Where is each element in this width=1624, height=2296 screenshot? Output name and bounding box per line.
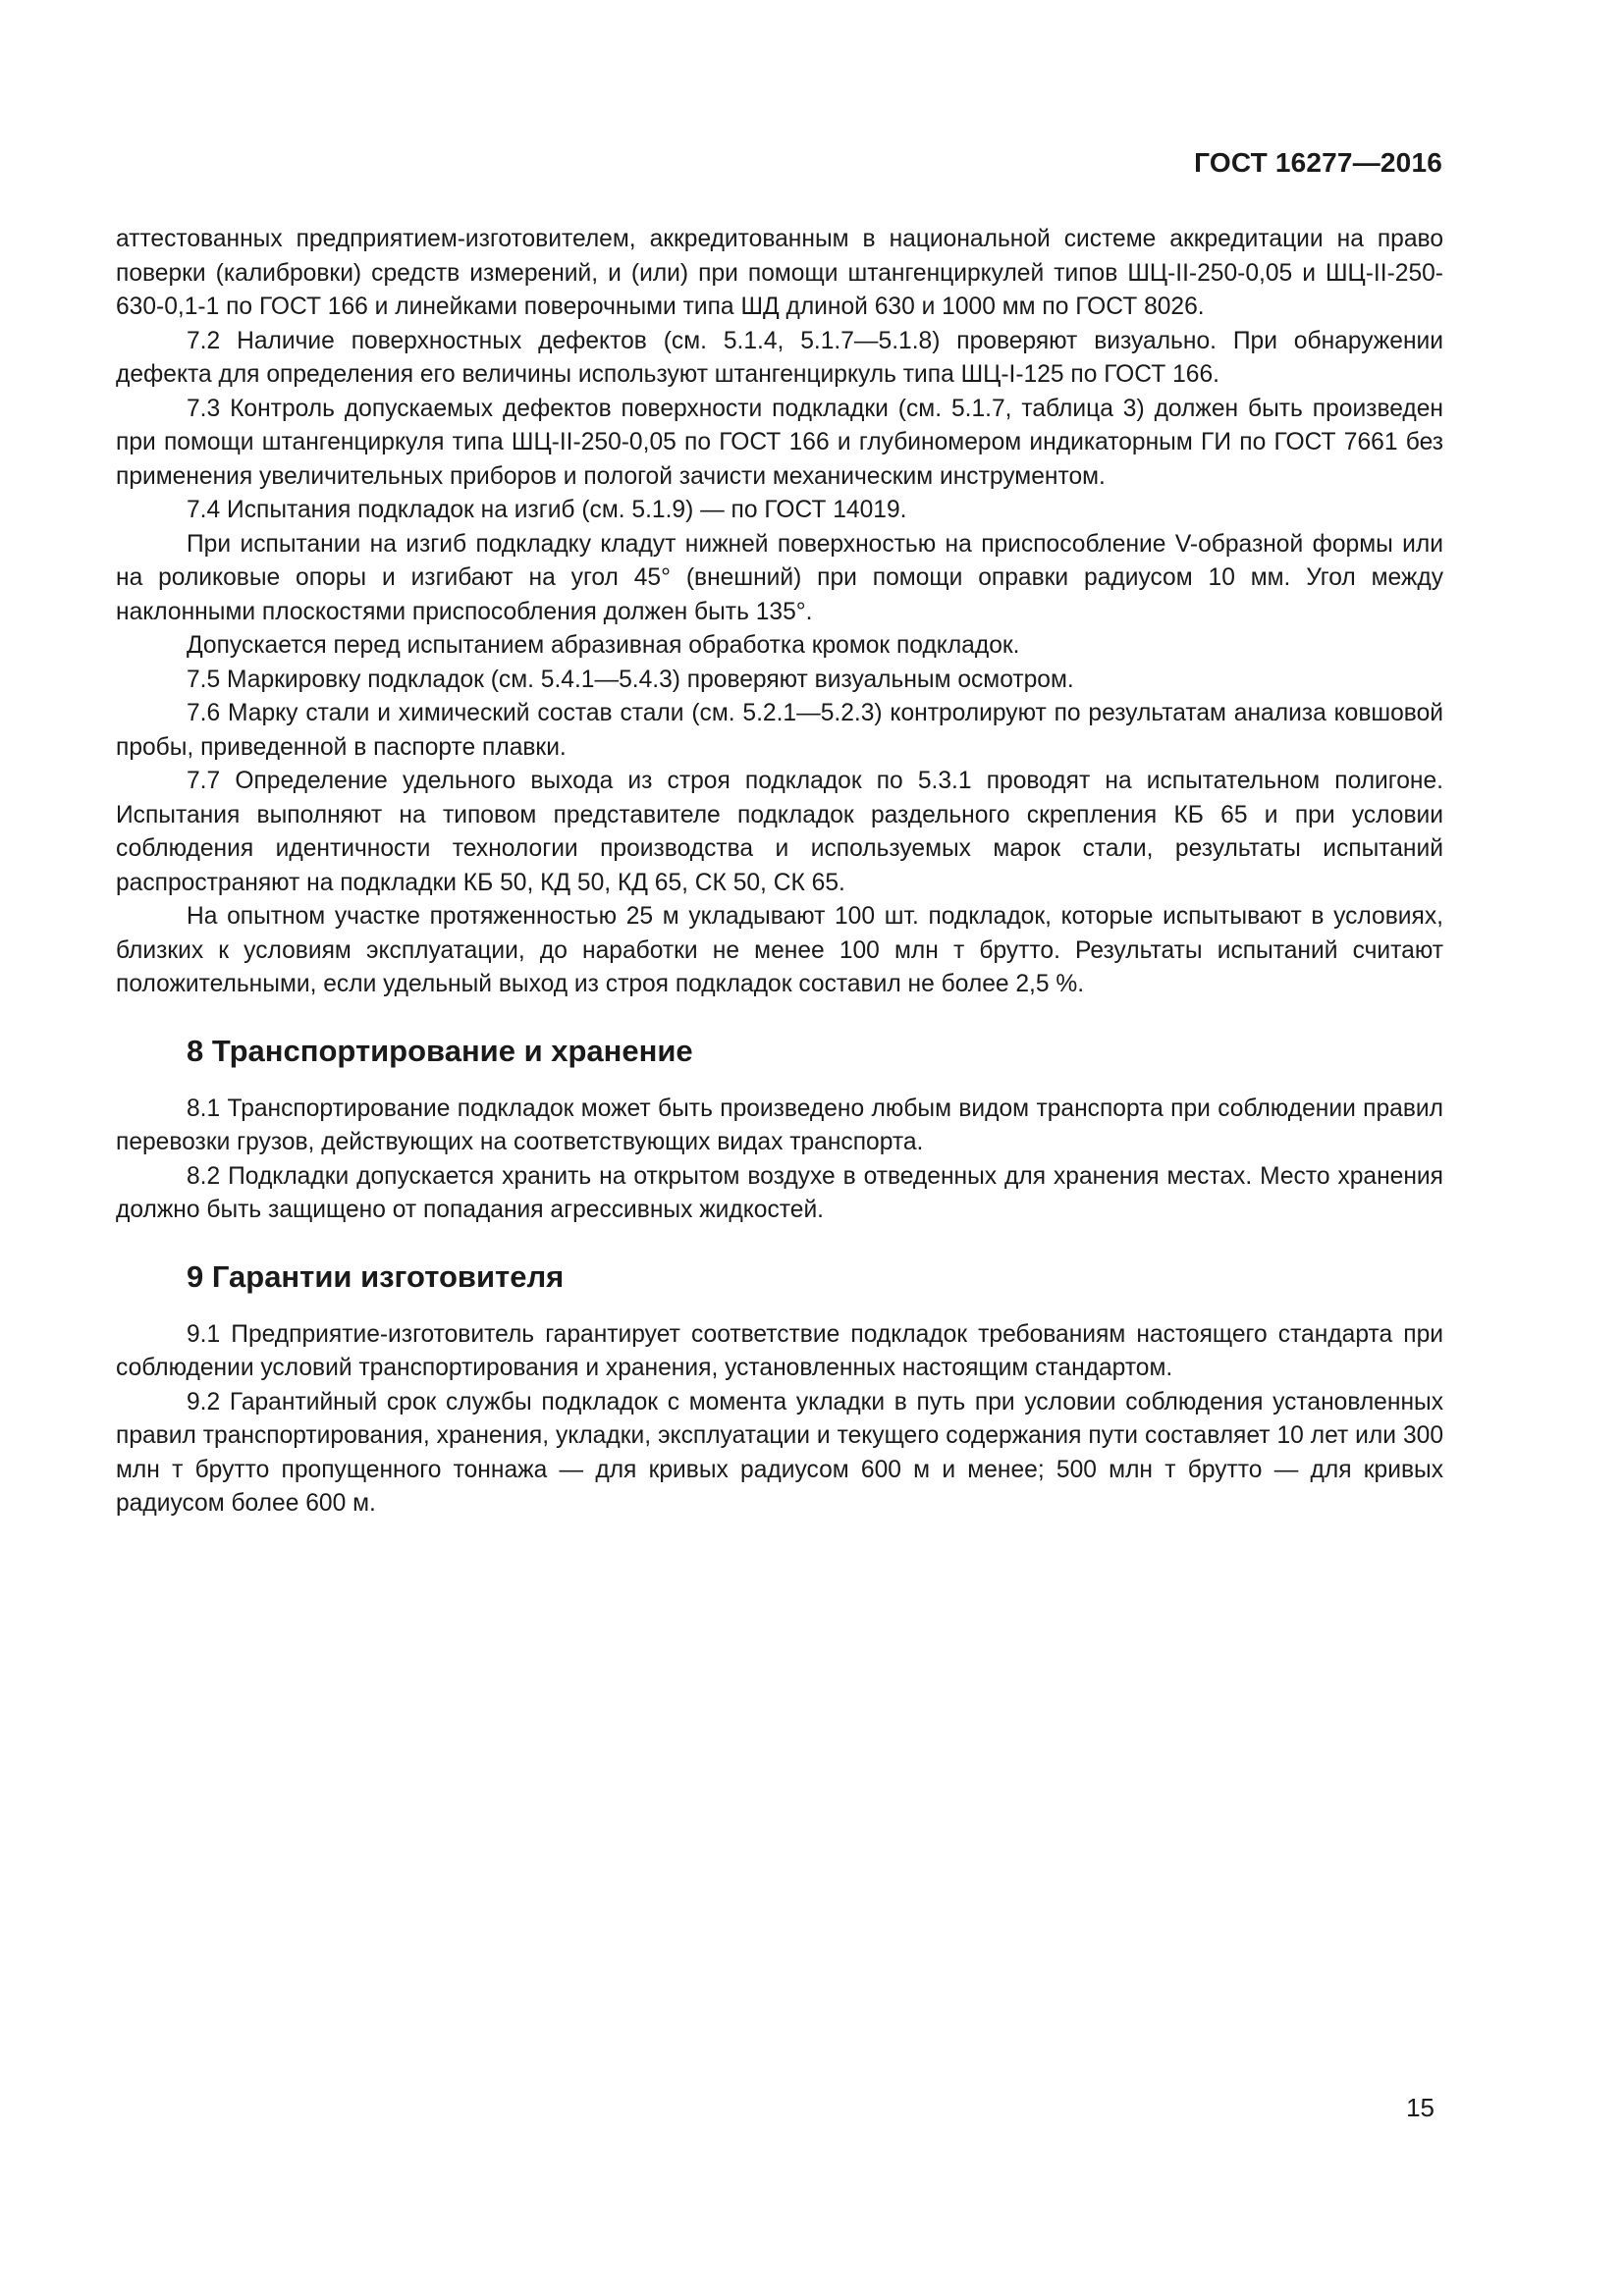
paragraph-7-4: 7.4 Испытания подкладок на изгиб (см. 5.1.9) — по ГОСТ 14019. bbox=[187, 497, 907, 523]
paragraph-continuation: аттестованных предприятием-изготовителем, аккредитованным в национальной системе аккредитации на право поверки (калибровки) средств измерений, и (или) при помощи штангенциркулей типов ШЦ-II-250-0,05 и ШЦ-II-250-630-0,1-1 по ГОСТ 166 и линейками поверочными типа ШД длиной 630 и 1000 мм по ГОСТ 8026. bbox=[116, 226, 1443, 320]
paragraph-8-1: 8.1 Транспортирование подкладок может быть произведено любым видом транспорта при соблюдении правил перевозки грузов, действующих на соответствующих видах транспорта. bbox=[116, 1095, 1443, 1155]
section-8-heading: 8 Транспортирование и хранение bbox=[187, 1033, 693, 1068]
page-content bbox=[116, 223, 1443, 1522]
paragraph-9-2: 9.2 Гарантийный срок службы подкладок с момента укладки в путь при условии соблюдения установленных правил транспортирования, хранения, укладки, эксплуатации и текущего содержания пути составляет 10 лет или 300 млн т брутто пропущенного тоннажа — для кривых радиусом 600 м и менее; 500 млн т брутто — для кривых радиусом более 600 м. bbox=[116, 1388, 1443, 1517]
paragraph-9-1: 9.1 Предприятие-изготовитель гарантирует соответствие подкладок требованиям настоящего стандарта при соблюдении условий транспортирования и хранения, установленных настоящим стандартом. bbox=[116, 1320, 1443, 1381]
paragraph-8-2: 8.2 Подкладки допускается хранить на открытом воздухе в отведенных для хранения местах. Место хранения должно быть защищено от попадания агрессивных жидкостей. bbox=[116, 1162, 1443, 1223]
paragraph-7-2: 7.2 Наличие поверхностных дефектов (см. 5.1.4, 5.1.7—5.1.8) проверяют визуально. При обнаружении дефекта для определения его величины используют штангенциркуль типа ШЦ-I-125 по ГОСТ 166. bbox=[116, 327, 1443, 388]
section-9-heading: 9 Гарантии изготовителя bbox=[187, 1258, 565, 1294]
paragraph-7-7: 7.7 Определение удельного выхода из строя подкладок по 5.3.1 проводят на испытательном полигоне. Испытания выполняют на типовом представителе подкладок раздельного скрепления КБ 65 и при условии соблюдения идентичности технологии производства и используемых марок стали, результаты испытаний распространяют на подкладки КБ 50, КД 50, КД 65, СК 50, СК 65. bbox=[116, 768, 1443, 896]
page-number: 15 bbox=[1406, 2093, 1435, 2122]
paragraph-7-4-bend-test: При испытании на изгиб подкладку кладут нижней поверхностью на приспособление V-образной формы или на роликовые опоры и изгибают на угол 45° (внешний) при помощи оправки радиусом 10 мм. Угол между наклонными плоскостями приспособления должен быть 135°. bbox=[116, 530, 1443, 625]
paragraph-7-5: 7.5 Маркировку подкладок (см. 5.4.1—5.4.3) проверяют визуальным осмотром. bbox=[187, 666, 1074, 693]
paragraph-7-7-test-site: На опытном участке протяженностью 25 м укладывают 100 шт. подкладок, которые испытывают в условиях, близких к условиям эксплуатации, до наработки не менее 100 млн т брутто. Результаты испытаний считают положительными, если удельный выход из строя подкладок составил не более 2,5 %. bbox=[116, 903, 1443, 997]
paragraph-7-3: 7.3 Контроль допускаемых дефектов поверхности подкладки (см. 5.1.7, таблица 3) должен быть произведен при помощи штангенциркуля типа ШЦ-II-250-0,05 по ГОСТ 166 и глубиномером индикаторным ГИ по ГОСТ 7661 без применения увеличительных приборов и пологой зачисти механическим инструментом. bbox=[116, 395, 1443, 490]
standard-header: ГОСТ 16277—2016 bbox=[1194, 147, 1442, 178]
paragraph-7-6: 7.6 Марку стали и химический состав стали (см. 5.2.1—5.2.3) контролируют по результатам анализа ковшовой пробы, приведенной в паспорте плавки. bbox=[116, 700, 1443, 761]
paragraph-7-4-abrasive: Допускается перед испытанием абразивная обработка кромок подкладок. bbox=[187, 632, 1020, 659]
